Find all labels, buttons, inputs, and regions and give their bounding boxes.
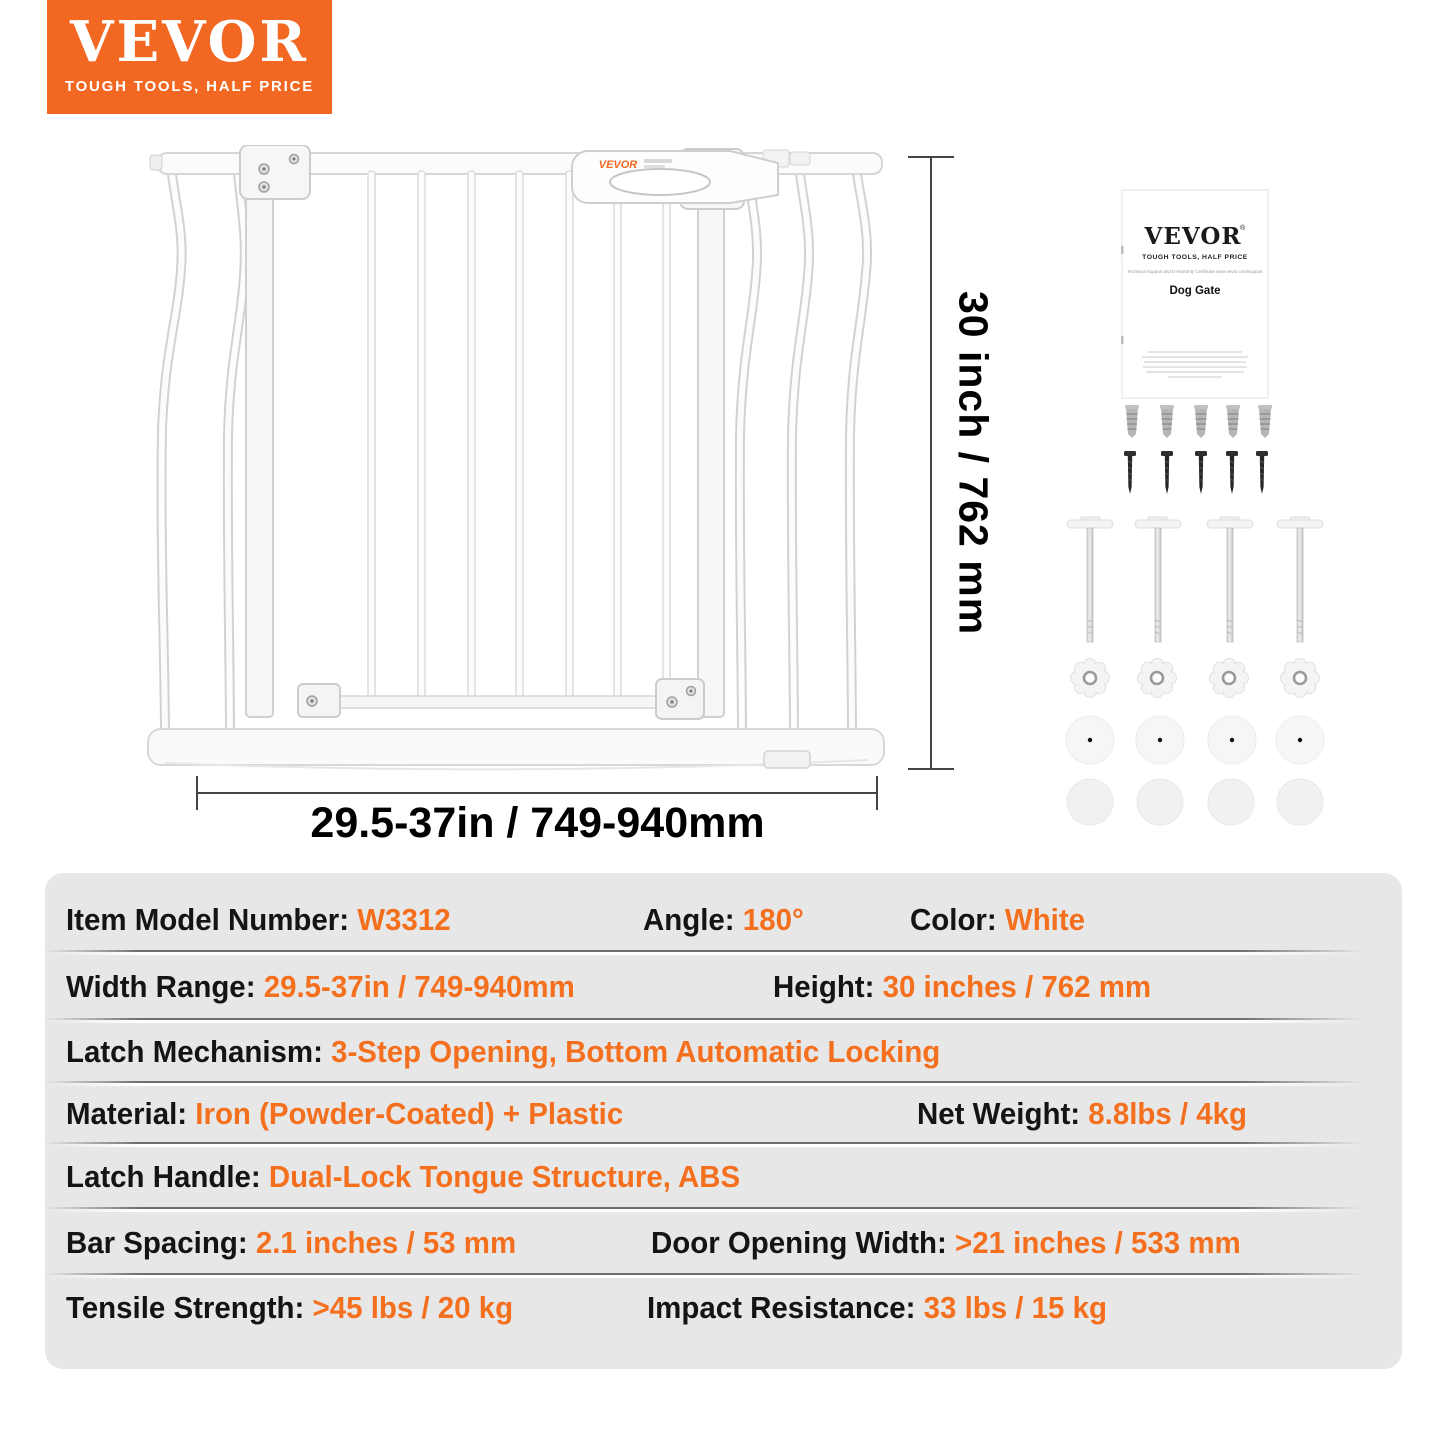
wall-pad — [1067, 779, 1113, 825]
screw — [1161, 451, 1173, 494]
lower-hinge-bracket — [298, 684, 340, 717]
spec-value: >45 lbs / 20 kg — [312, 1289, 514, 1325]
spindle-rod — [1277, 517, 1323, 642]
adjusting-nut — [1281, 659, 1320, 698]
manual-support-line: Technical Support and E-Warranty Certificate www.vevor.com/support — [1127, 269, 1263, 274]
latch-handle — [572, 151, 778, 203]
screw — [1226, 451, 1238, 494]
row-divider — [45, 950, 1402, 952]
wall-pad — [1208, 716, 1256, 764]
screw — [1124, 451, 1136, 494]
spec-row — [45, 955, 1402, 1018]
spec-value: 2.1 inches / 53 mm — [255, 1224, 517, 1260]
spec-row — [45, 1212, 1402, 1273]
manual-title: Dog Gate — [1169, 285, 1221, 297]
width-dimension-line — [197, 792, 878, 794]
spec-value: 33 lbs / 15 kg — [923, 1289, 1107, 1325]
rail-clamp — [790, 152, 810, 165]
wall-anchor — [1194, 405, 1208, 438]
hinge-bracket — [240, 145, 310, 199]
row-divider — [45, 1018, 1402, 1020]
spec-value: >21 inches / 533 mm — [955, 1224, 1241, 1260]
wall-anchor — [1258, 405, 1272, 438]
spindle-rods — [1067, 517, 1323, 642]
wall-anchor — [1125, 405, 1139, 438]
right-extension-bars — [740, 174, 867, 737]
wall-pad — [1066, 716, 1114, 764]
spec-label: Latch Handle: — [66, 1159, 261, 1194]
spec-label: Bar Spacing: — [66, 1224, 248, 1260]
row-divider — [45, 1142, 1402, 1144]
spec-label: Item Model Number: — [66, 901, 350, 937]
spec-label: Material: — [66, 1096, 188, 1131]
dog-gate-illustration — [120, 145, 910, 780]
accessories-panel — [1050, 180, 1390, 840]
handle-brand-text: VEVOR — [598, 159, 638, 171]
manual-tagline: TOUGH TOOLS, HALF PRICE — [1142, 254, 1248, 261]
row-divider — [45, 1081, 1402, 1083]
mounting-screws — [1124, 451, 1268, 494]
row-divider — [45, 1207, 1402, 1209]
height-dimension-label: 30 inch / 762 mm — [950, 290, 997, 636]
spec-label: Height: — [773, 968, 875, 1004]
spec-value: 8.8lbs / 4kg — [1088, 1096, 1248, 1131]
gate-bars — [368, 171, 670, 701]
spec-label: Impact Resistance: — [647, 1289, 916, 1325]
screw — [1195, 451, 1207, 494]
spec-row — [45, 1278, 1402, 1369]
spec-label: Net Weight: — [917, 1096, 1081, 1131]
spec-label: Door Opening Width: — [651, 1224, 947, 1260]
wall-anchors — [1125, 405, 1272, 438]
spindle-rod — [1207, 517, 1253, 642]
spec-value: 30 inches / 762 mm — [882, 968, 1152, 1004]
wall-pads-pinned — [1066, 716, 1324, 764]
latch-post — [698, 151, 724, 717]
spindle-rod — [1067, 517, 1113, 642]
spec-row — [45, 873, 1402, 950]
screw — [1256, 451, 1268, 494]
adjusting-nut — [1210, 659, 1249, 698]
wall-anchor — [1160, 405, 1174, 438]
spec-value: 180° — [742, 901, 804, 937]
spec-row — [45, 1147, 1402, 1207]
spec-value: 3-Step Opening, Bottom Automatic Locking — [331, 1034, 941, 1069]
spec-label: Tensile Strength: — [66, 1289, 305, 1325]
vevor-logo — [47, 0, 332, 114]
wall-pad — [1136, 716, 1184, 764]
spec-row — [45, 1023, 1402, 1081]
left-extension-bars — [162, 174, 245, 737]
adjusting-nut — [1071, 659, 1110, 698]
spec-value: Dual-Lock Tongue Structure, ABS — [268, 1159, 741, 1194]
lower-latch-bracket — [656, 679, 704, 719]
spec-value: Iron (Powder-Coated) + Plastic — [195, 1096, 624, 1131]
adjusting-nuts — [1071, 659, 1320, 698]
wall-pad — [1137, 779, 1183, 825]
wall-pad — [1208, 779, 1254, 825]
row-divider — [45, 1273, 1402, 1275]
lower-cross-rail — [320, 696, 660, 708]
wall-pad — [1277, 779, 1323, 825]
wall-pads-plain — [1067, 779, 1323, 825]
hinge-post — [246, 151, 273, 717]
brand-name: VEVOR — [70, 9, 309, 75]
spec-value: W3312 — [357, 901, 451, 937]
spec-label: Angle: — [643, 901, 735, 937]
adjusting-nut — [1138, 659, 1177, 698]
spec-value: 29.5-37in / 749-940mm — [263, 968, 575, 1004]
spec-label: Latch Mechanism: — [66, 1034, 323, 1069]
spec-value: White — [1004, 901, 1086, 937]
width-dimension-label: 29.5-37in / 749-940mm — [310, 799, 765, 847]
spec-label: Width Range: — [66, 968, 256, 1004]
instruction-manual — [1121, 190, 1268, 398]
handle-grip-hole — [610, 169, 710, 195]
spec-label: Color: — [910, 901, 997, 937]
manual-brand: VEVOR — [1144, 223, 1242, 250]
wall-pad — [1276, 716, 1324, 764]
wall-anchor — [1226, 405, 1240, 438]
spec-row — [45, 1086, 1402, 1142]
brand-tagline: TOUGH TOOLS, HALF PRICE — [64, 78, 315, 95]
spec-table — [45, 873, 1402, 1369]
height-dimension-line — [930, 157, 932, 769]
base-latch-foot — [764, 751, 810, 768]
manual-registered-mark: ® — [1240, 225, 1246, 232]
spindle-rod — [1135, 517, 1181, 642]
